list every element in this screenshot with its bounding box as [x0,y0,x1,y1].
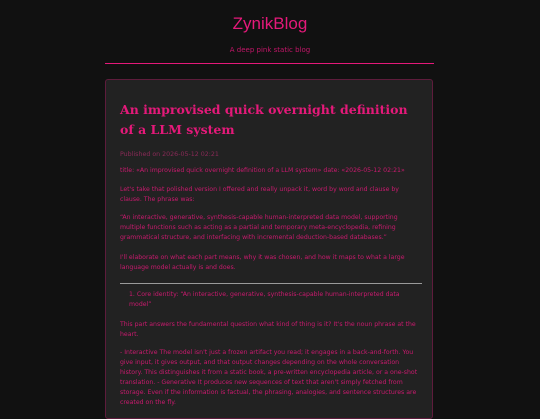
section-intro-paragraph: This part answers the fundamental question what kind of thing is it? It's the noun phrase at the heart. [120,321,416,338]
post-intro-paragraph: Let's take that polished version I offered and really unpack it, word by word and clause by clause. The phrase was: [120,186,399,203]
post-meta-line: title: «An improvised quick overnight definition of a LLM system» date: «2026-05-12 02:21» [120,167,405,174]
site-title[interactable]: ZynikBlog [232,14,308,33]
post-elaborate-paragraph: I'll elaborate on what each part means, why it was chosen, and how it maps to what a large language model actually is and does. [120,254,405,271]
post-title: An improvised quick overnight definition of a LLM system [120,102,408,137]
site-tagline: A deep pink static blog [229,46,311,54]
header-divider [105,63,434,64]
post-card [105,79,433,419]
section-divider [120,283,422,284]
section-body-paragraph: - Interactive The model isn't just a frozen artifact you read; it engages in a back-and-forth. You give input, it gives output, and that output changes depending on the whole conversation history. This distinguishes it from a static book, a pre-written encyclopedia article, or a one-shot translation. - Generative It produces new sequences of text that aren't simply fetched from storage. Even if the information is factual, the phrasing, analogies, and sentence structures are created on the fly. [120,349,418,406]
post-content [120,100,422,408]
post-published-date: Published on 2026-05-12 02:21 [120,151,219,158]
post-quote-paragraph: “An interactive, generative, synthesis-capable human-interpreted data model, supporting multiple functions such as acting as a partial and temporary meta-encyclopedia, refining grammatical structure, and interfacing with incremental deduction-based databases.” [120,214,398,241]
list-item-core-identity: 1. Core identity: “An interactive, generative, synthesis-capable human-interpreted data model” [129,291,400,308]
